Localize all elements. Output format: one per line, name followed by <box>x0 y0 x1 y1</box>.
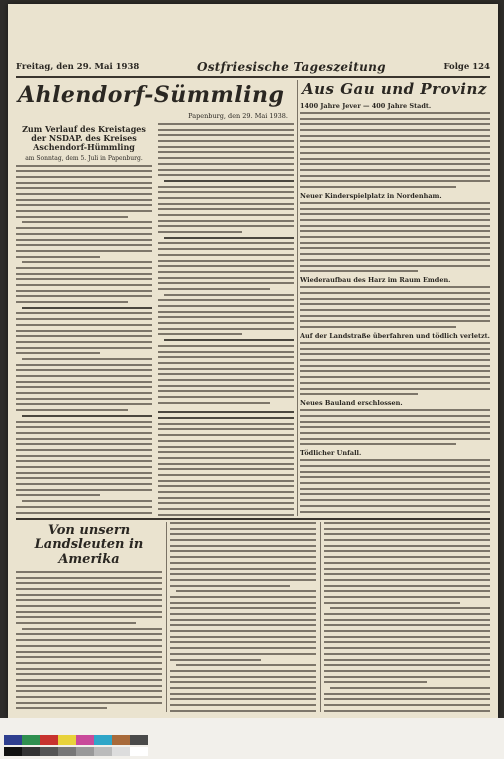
body-text <box>324 522 490 712</box>
section-title: Aus Gau und Provinz <box>302 80 487 98</box>
body-text <box>300 286 490 328</box>
body-text <box>16 165 152 516</box>
bottom-article-title: Von unsern Landsleuten in Amerika <box>34 523 144 567</box>
body-text <box>300 409 490 445</box>
grayscale-calibration-bar <box>4 747 148 756</box>
section-head: Wiederaufbau des Harz im Raum Emden. <box>300 276 451 285</box>
body-text <box>170 522 316 712</box>
section-head: Neuer Kinderspielplatz in Nordenham. <box>300 191 442 200</box>
header-rule <box>16 76 490 78</box>
body-text <box>300 112 490 188</box>
body-text <box>300 342 490 395</box>
body-text <box>300 202 490 272</box>
section-head: Tödlicher Unfall. <box>300 449 362 458</box>
article-dateline: Papenburg, den 29. Mai 1938. <box>188 112 288 120</box>
article-column-2 <box>158 123 294 516</box>
column-rule <box>320 522 321 712</box>
column-rule <box>166 522 167 712</box>
section-head: Auf der Landstraße überfahren und tödlich verletzt. <box>300 332 490 340</box>
column-rule <box>297 80 298 516</box>
right-article <box>300 80 490 516</box>
left-article <box>16 80 294 516</box>
section-intro: 1400 Jahre Jever — 400 Jahre Stadt. <box>300 102 432 110</box>
bottom-article-column-2 <box>170 522 316 712</box>
article-column-1 <box>16 123 152 516</box>
body-text <box>300 459 490 512</box>
masthead: Ostfriesische Tageszeitung <box>196 60 386 74</box>
body-text <box>158 123 294 516</box>
body-text <box>16 571 162 712</box>
section-head: Neues Bauland erschlossen. <box>300 399 403 408</box>
article-title: Ahlendorf-Sümmling <box>18 82 285 108</box>
page-header <box>16 59 490 75</box>
color-calibration-bar <box>4 735 148 745</box>
article-note: am Sonntag, dem 5. Juli in Papenburg. <box>25 154 143 162</box>
bottom-article-column-3 <box>324 522 490 712</box>
header-date: Freitag, den 29. Mai 1938 <box>16 62 140 72</box>
newspaper-page <box>8 4 498 718</box>
scanner-strip <box>0 718 504 759</box>
bottom-article-column-1 <box>16 522 162 712</box>
section-rule <box>16 518 490 520</box>
article-subhead: Zum Verlauf des Kreistages der NSDAP. des Kreises Aschendorf-Hümmling <box>22 124 146 153</box>
page-number: Folge 124 <box>443 62 490 72</box>
